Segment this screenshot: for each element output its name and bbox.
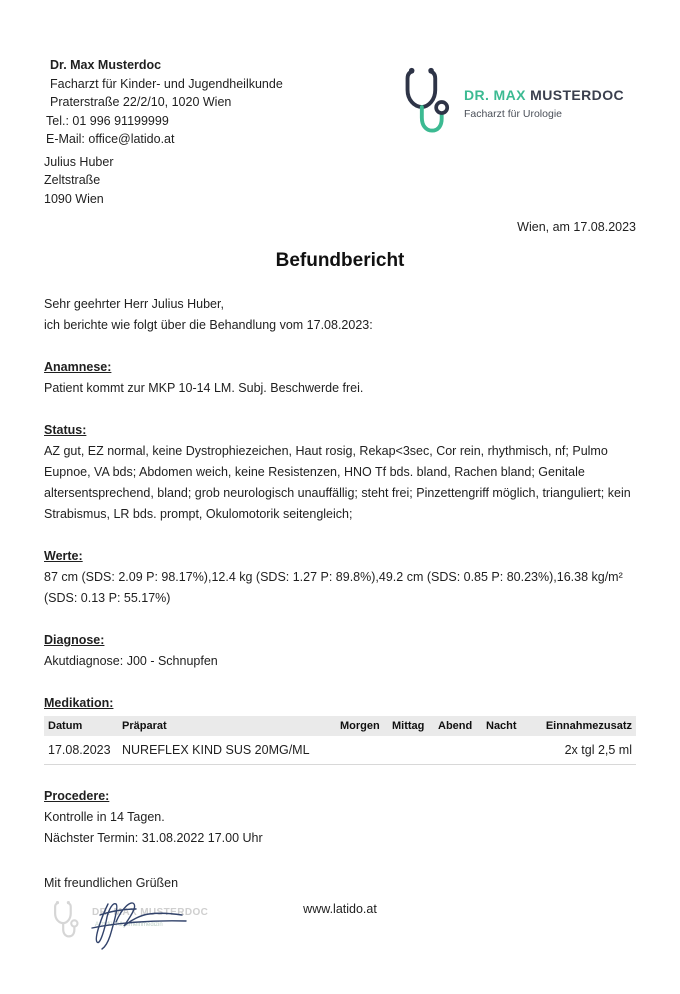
cell-nacht xyxy=(482,736,532,765)
sender-address: Praterstraße 22/2/10, 1020 Wien xyxy=(50,95,232,109)
recipient-name: Julius Huber xyxy=(44,154,114,169)
logo-title xyxy=(464,87,624,103)
section-anamnese xyxy=(44,357,636,399)
document-title: Befundbericht xyxy=(275,250,405,271)
diagnose-body: Akutdiagnose: J00 - Schnupfen xyxy=(44,654,218,668)
recipient-street: Zeltstraße xyxy=(44,173,101,187)
status-body: AZ gut, EZ normal, keine Dystrophiezeichen, Haut rosig, Rekap<3sec, Cor rein, rhythmisch, nf; Pulmo Eupnoe, VA bds; Abdomen weich, keine Resistenzen, HNO Tf bds. bland, Rachen bland; Genitale altersentsprechend, bland; grob neurologisch unauffällig; steht frei; Pinzettengriff möglich, trianguliert; kein Strabismus, LR bds. prompt, Okulomotorik seitengleich; xyxy=(44,444,631,521)
col-header-nacht: Nacht xyxy=(482,716,532,736)
salutation-block xyxy=(44,294,636,336)
werte-heading: Werte: xyxy=(44,549,83,563)
footer-url: www.latido.at xyxy=(303,902,377,916)
procedere-line-1: Kontrolle in 14 Tagen. xyxy=(44,810,165,824)
recipient-block xyxy=(44,153,283,209)
sender-phone: Tel.: 01 996 91199999 xyxy=(46,113,169,128)
practice-logo xyxy=(402,66,624,141)
letter-header xyxy=(44,56,636,208)
sender-block xyxy=(44,56,283,149)
address-column xyxy=(44,56,283,208)
col-header-abend: Abend xyxy=(434,716,482,736)
procedere-heading: Procedere: xyxy=(44,789,110,803)
logo-title-highlight: DR. MAX xyxy=(463,87,526,103)
date-line: Wien, am 17.08.2023 xyxy=(517,220,636,234)
salutation-line: Sehr geehrter Herr Julius Huber, xyxy=(44,297,224,311)
medication-table-row xyxy=(44,736,636,765)
stamp-name-text: DR. MAX MUSTERDOC xyxy=(92,907,209,918)
logo-text xyxy=(464,87,624,120)
logo-subtitle: Facharzt für Urologie xyxy=(463,108,562,120)
section-status xyxy=(44,420,636,525)
intro-line: ich berichte wie folgt über die Behandlung vom 17.08.2023: xyxy=(44,318,373,332)
col-header-morgen: Morgen xyxy=(336,716,388,736)
sender-name: Dr. Max Musterdoc xyxy=(50,58,162,72)
werte-body: 87 cm (SDS: 2.09 P: 98.17%),12.4 kg (SDS: 1.27 P: 89.8%),49.2 cm (SDS: 0.85 P: 80.23%),16.38 kg/m² (SDS: 0.13 P: 55.17%) xyxy=(44,570,623,605)
col-header-mittag: Mittag xyxy=(388,716,434,736)
sender-email: E-Mail: office@latido.at xyxy=(46,132,175,146)
section-medikation xyxy=(44,693,636,765)
logo-title-rest: MUSTERDOC xyxy=(530,87,624,103)
cell-einnahmezusatz: 2x tgl 2,5 ml xyxy=(532,736,636,765)
sender-specialty: Facharzt für Kinder- und Jugendheilkunde xyxy=(50,76,283,91)
col-header-praeparat: Präparat xyxy=(118,716,336,736)
diagnose-heading: Diagnose: xyxy=(44,633,105,647)
procedere-line-2: Nächster Termin: 31.08.2022 17.00 Uhr xyxy=(44,831,263,845)
anamnese-heading: Anamnese: xyxy=(44,360,112,374)
col-header-einnahmezusatz: Einnahmezusatz xyxy=(532,716,636,736)
section-diagnose xyxy=(44,630,636,672)
cell-morgen xyxy=(336,736,388,765)
recipient-city: 1090 Wien xyxy=(44,191,104,206)
stethoscope-icon xyxy=(402,66,450,141)
stamp-subtitle-text: Arzt für Allgemeinmedizin xyxy=(95,922,163,928)
section-werte xyxy=(44,546,636,609)
section-procedere xyxy=(44,786,636,849)
cell-praeparat: NUREFLEX KIND SUS 20MG/ML xyxy=(118,736,336,765)
col-header-datum: Datum xyxy=(44,716,118,736)
medication-table xyxy=(44,716,636,765)
cell-abend xyxy=(434,736,482,765)
status-heading: Status: xyxy=(44,423,87,437)
anamnese-body: Patient kommt zur MKP 10-14 LM. Subj. Beschwerde frei. xyxy=(44,381,364,395)
medication-table-header-row xyxy=(44,716,636,736)
farewell-line: Mit freundlichen Grüßen xyxy=(44,876,179,890)
cell-datum: 17.08.2023 xyxy=(44,736,118,765)
cell-mittag xyxy=(388,736,434,765)
medikation-heading: Medikation: xyxy=(44,696,114,710)
